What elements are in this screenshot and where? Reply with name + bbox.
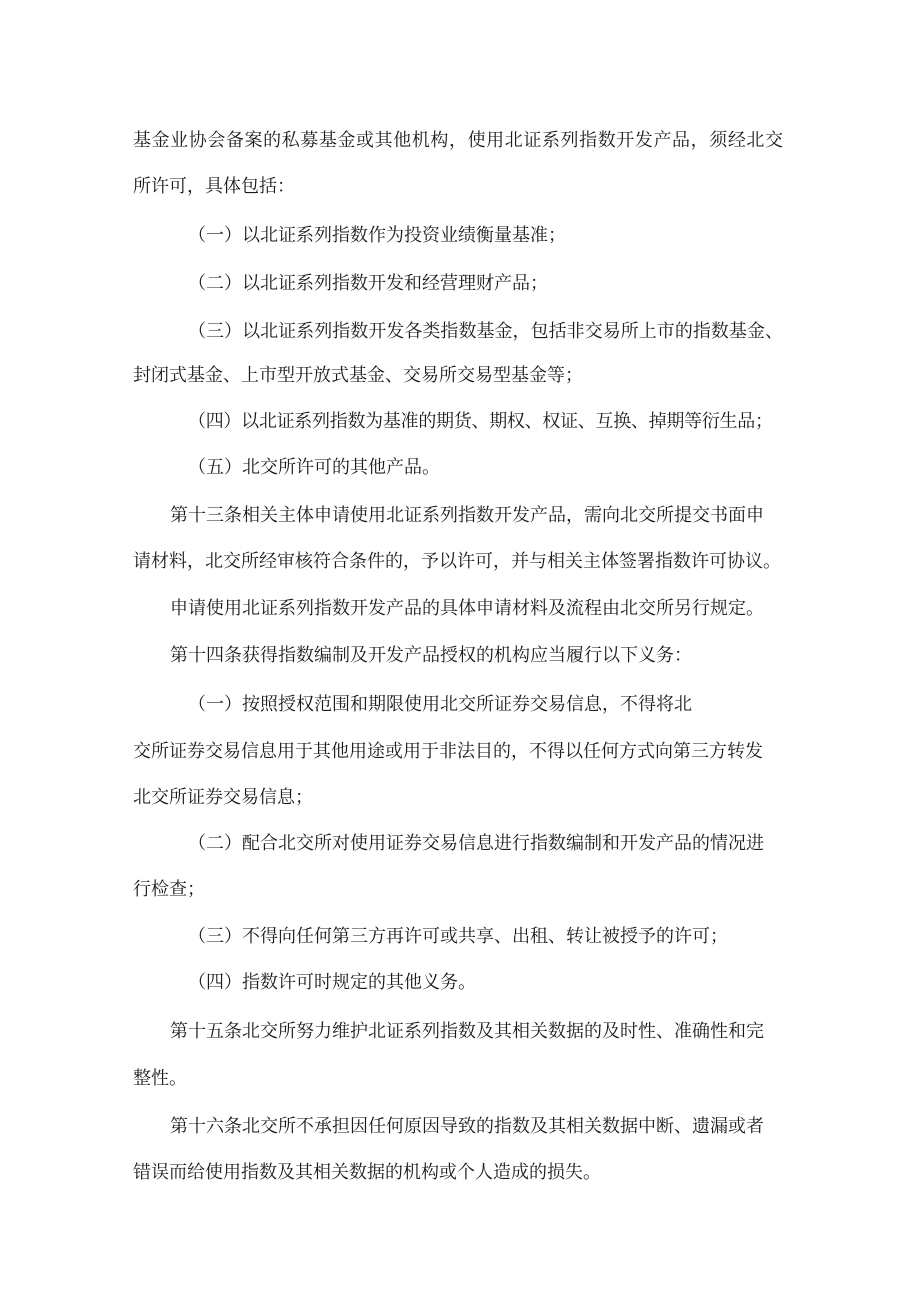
text-line: （五）北交所许可的其他产品。 bbox=[188, 457, 440, 478]
text-line: （二）配合北交所对使用证券交易信息进行指数编制和开发产品的情况进 bbox=[188, 833, 764, 854]
text-line: （二）以北证系列指数开发和经营理财产品； bbox=[188, 273, 548, 294]
text-line: 第十四条获得指数编制及开发产品授权的机构应当履行以下义务： bbox=[170, 645, 692, 666]
text-line: 第十六条北交所不承担因任何原因导致的指数及其相关数据中断、遗漏或者 bbox=[170, 1116, 764, 1137]
text-line: 第十三条相关主体申请使用北证系列指数开发产品，需向北交所提交书面申 bbox=[170, 505, 764, 526]
text-line: 错误而给使用指数及其相关数据的机构或个人造成的损失。 bbox=[133, 1162, 601, 1183]
text-line: 基金业协会备案的私募基金或其他机构，使用北证系列指数开发产品，须经北交 bbox=[133, 130, 784, 151]
text-line: 封闭式基金、上市型开放式基金、交易所交易型基金等； bbox=[133, 365, 583, 386]
text-line: 请材料，北交所经审核符合条件的，予以许可，并与相关主体签署指数许可协议。 bbox=[133, 551, 781, 572]
text-line: 所许可，具体包括： bbox=[133, 176, 295, 197]
text-line: 整性。 bbox=[133, 1068, 187, 1089]
text-line: （一）按照授权范围和期限使用北交所证券交易信息，不得将北 bbox=[188, 694, 692, 715]
text-line: （一）以北证系列指数作为投资业绩衡量基准； bbox=[188, 225, 566, 246]
text-line: （三）以北证系列指数开发各类指数基金，包括非交易所上市的指数基金、 bbox=[188, 321, 784, 342]
text-line: （四）指数许可时规定的其他义务。 bbox=[188, 972, 476, 993]
text-line: （三）不得向任何第三方再许可或共享、出租、转让被授予的许可； bbox=[188, 926, 728, 947]
text-line: 交所证券交易信息用于其他用途或用于非法目的，不得以任何方式向第三方转发 bbox=[133, 741, 763, 762]
text-line: 第十五条北交所努力维护北证系列指数及其相关数据的及时性、准确性和完 bbox=[170, 1021, 764, 1042]
text-line: 申请使用北证系列指数开发产品的具体申请材料及流程由北交所另行规定。 bbox=[170, 598, 764, 619]
text-line: 行检查； bbox=[133, 879, 205, 900]
text-line: 北交所证券交易信息； bbox=[133, 787, 313, 808]
text-line: （四）以北证系列指数为基准的期货、期权、权证、互换、掉期等衍生品； bbox=[188, 411, 773, 432]
